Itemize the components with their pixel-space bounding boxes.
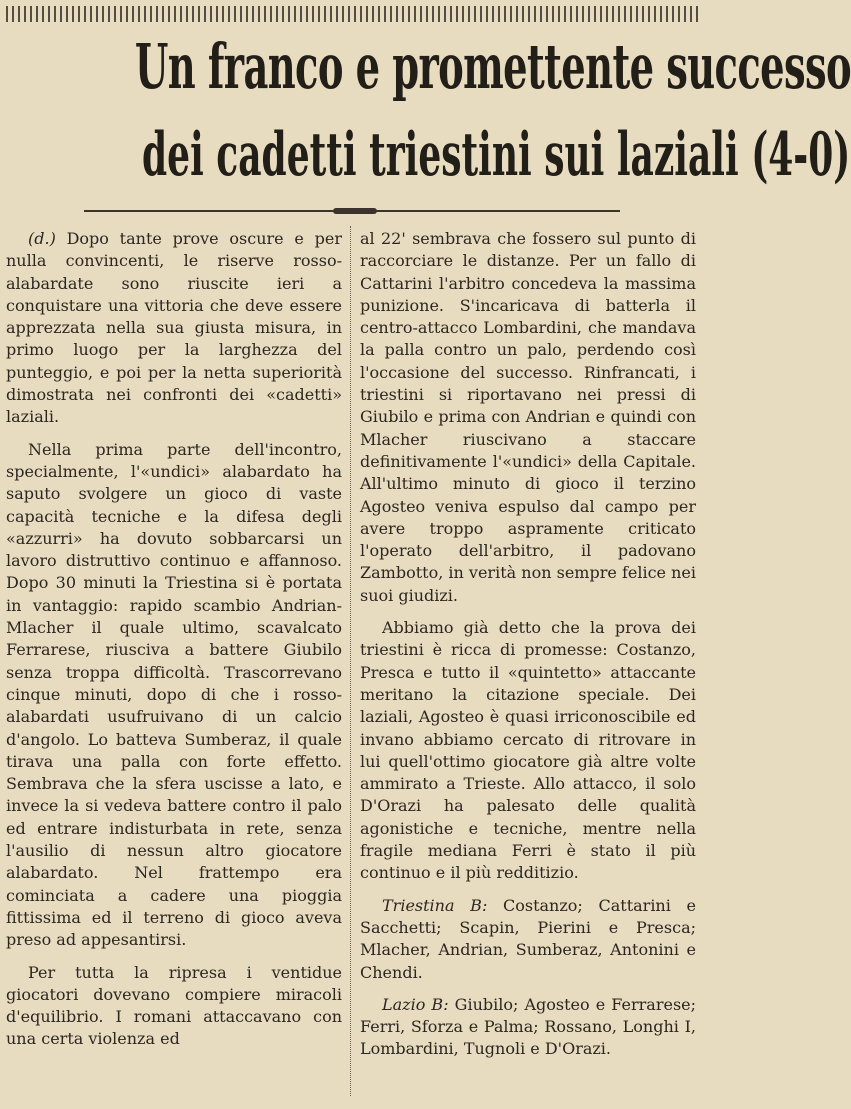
paragraph-5 bbox=[360, 617, 696, 885]
paragraph-text: Per tutta la ripresa i ventidue giocatori dovevano compiere miracoli d'equilibrio. I romani attaccavano con una certa violenza ed bbox=[6, 962, 342, 1049]
column-divider bbox=[350, 226, 351, 1096]
lineup-text: Costanzo; Cattarini e Sacchetti; Scapin, Pierini e Presca; Mlacher, Andrian, Sumberaz, Antonini e Chendi. bbox=[360, 895, 696, 982]
headline-line-2: dei cadetti triestini sui laziali (4-0) bbox=[141, 120, 851, 190]
paragraph-text: al 22' sembrava che fossero sul punto di raccorciare le distanze. Per un fallo di Cattarini l'arbitro concedeva la massima punizione. S'incaricava di batterla il centro-attacco Lombardini, che mandava la palla contro un palo, perdendo così l'occasione del successo. Rinfrancati, i triestini si riportavano nei pressi di Giubilo e prima con Andrian e quindi con Mlacher riuscivano a staccare definitivamente l'«undici» della Capitale. All'ultimo minuto di gioco il terzino Agosteo veniva espulso dal campo per avere troppo aspramente criticato l'operato dell'arbitro, il padovano Zambotto, in verità non sempre felice nei suoi giudizi. bbox=[360, 229, 696, 605]
paragraph-text: Abbiamo già detto che la prova dei triestini è ricca di promesse: Costanzo, Presca e tutto il «quintetto» attaccante meritano la citazione speciale. Dei laziali, Agosteo è quasi irriconoscibile ed invano abbiamo cercato di ritrovare in lui quell'ottimo giocatore già altre volte ammirato a Trieste. Allo attacco, il solo D'Orazi ha palesato delle qualità agonistiche e tecniche, mentre nella fragile mediana Ferri è stato il più continuo e il più redditizio. bbox=[360, 618, 696, 883]
team-name: Lazio B: bbox=[382, 994, 449, 1014]
paragraph-text: Dopo tante prove oscure e per nulla convincenti, le riserve rosso-alabardate sono riuscite ieri a conquistare una vittoria che deve essere apprezzata nella sua giusta misura, in primo luogo per la larghezza del punteggio, e poi per la netta superiorità dimostrata nei confronti dei «cadetti» laziali. bbox=[6, 229, 342, 427]
paragraph-1 bbox=[6, 228, 342, 429]
article-column-right bbox=[360, 228, 696, 1098]
headline-line-1: Un franco e promettente successo bbox=[134, 30, 851, 103]
headline-rule-ornament bbox=[333, 208, 377, 214]
paragraph-3 bbox=[6, 962, 342, 1051]
paragraph-2 bbox=[6, 439, 342, 952]
article-column-left bbox=[6, 228, 342, 1098]
team-name: Triestina B: bbox=[382, 895, 488, 915]
lineup-text: Giubilo; Agosteo e Ferrarese; Ferri, Sforza e Palma; Rossano, Longhi I, Lombardini, Tugnoli e D'Orazi. bbox=[360, 994, 697, 1059]
paragraph-4 bbox=[360, 228, 696, 607]
lineup-triestina bbox=[360, 895, 696, 984]
paragraph-text: Nella prima parte dell'incontro, specialmente, l'«undici» alabardato ha saputo svolgere un gioco di vaste capacità tecniche e la difesa degli «azzurri» ha dovuto sobbarcarsi un lavoro distruttivo continuo e affannoso. Dopo 30 minuti la Triestina si è portata in vantaggio: rapido scambio Andrian-Mlacher il quale ultimo, scavalcato Ferrarese, riusciva a battere Giubilo senza troppa difficoltà. Trascorrevano cinque minuti, dopo di che i rosso-alabardati usufruivano di un calcio d'angolo. Lo batteva Sumberaz, il quale tirava una palla con forte effetto. Sembrava che la sfera uscisse a lato, e invece la si vedeva battere contro il palo ed entrare indisturbata in rete, senza l'ausilio di nessun altro giocatore alabardato. Nel frattempo era cominciata a cadere una pioggia fittissima ed il terreno di gioco aveva preso ad appesantirsi. bbox=[6, 439, 342, 950]
lineup-lazio bbox=[360, 994, 696, 1061]
byline: (d.) bbox=[28, 229, 56, 248]
top-rule-bar bbox=[6, 6, 698, 22]
